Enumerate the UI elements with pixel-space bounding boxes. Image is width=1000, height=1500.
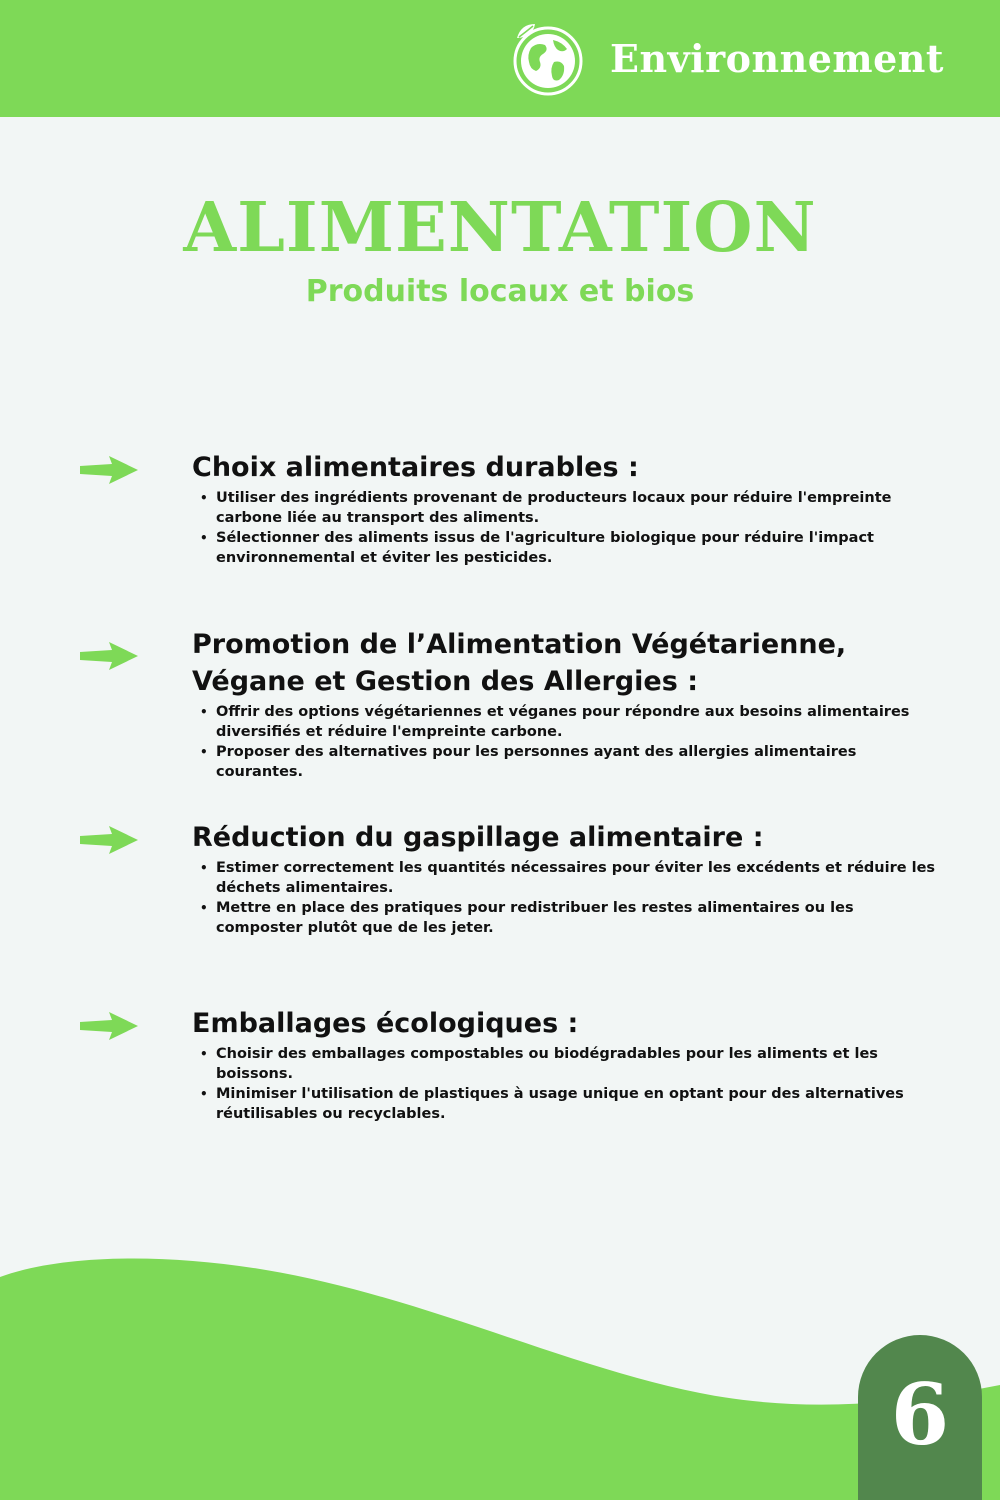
section-heading-eco-packaging: Emballages écologiques : [192,1008,579,1039]
page-subtitle: Produits locaux et bios [305,274,695,309]
list-item: • Proposer des alternatives pour les personnes ayant des allergies alimentaires courantes. [216,742,936,782]
header-bar [0,0,1000,117]
arrow-right-icon [78,1010,140,1042]
brand-title: Environnement [610,36,944,81]
section-list-vegetarian-allergies [192,702,936,782]
arrow-right-icon [78,824,140,856]
page-title: ALIMENTATION [183,188,817,268]
section-list-sustainable-food [192,488,936,568]
section-list-eco-packaging [192,1044,936,1124]
arrow-right-icon [78,640,140,672]
list-item: • Choisir des emballages compostables ou biodégradables pour les aliments et les boissons. [216,1044,936,1084]
section-heading-food-waste: Réduction du gaspillage alimentaire : [192,822,764,853]
list-item: • Estimer correctement les quantités nécessaires pour éviter les excédents et réduire les déchets alimentaires. [216,858,936,898]
section-heading-vegetarian-allergies: Promotion de l’Alimentation Végétarienne, Végane et Gestion des Allergies : [192,629,847,697]
page-number: 6 [890,1365,950,1464]
arrow-right-icon [78,454,140,486]
list-item: • Sélectionner des aliments issus de l'agriculture biologique pour réduire l'impact environnemental et éviter les pesticides. [216,528,936,568]
list-item: • Utiliser des ingrédients provenant de producteurs locaux pour réduire l'empreinte carbone liée au transport des aliments. [216,488,936,528]
footer-wave [0,1255,1000,1500]
globe-leaf-icon [507,18,589,100]
list-item: • Offrir des options végétariennes et véganes pour répondre aux besoins alimentaires diversifiés et réduire l'empreinte carbone. [216,702,936,742]
list-item: • Mettre en place des pratiques pour redistribuer les restes alimentaires ou les composter plutôt que de les jeter. [216,898,936,938]
section-list-food-waste [192,858,936,938]
list-item: • Minimiser l'utilisation de plastiques à usage unique en optant pour des alternatives réutilisables ou recyclables. [216,1084,936,1124]
section-heading-sustainable-food: Choix alimentaires durables : [192,452,639,483]
